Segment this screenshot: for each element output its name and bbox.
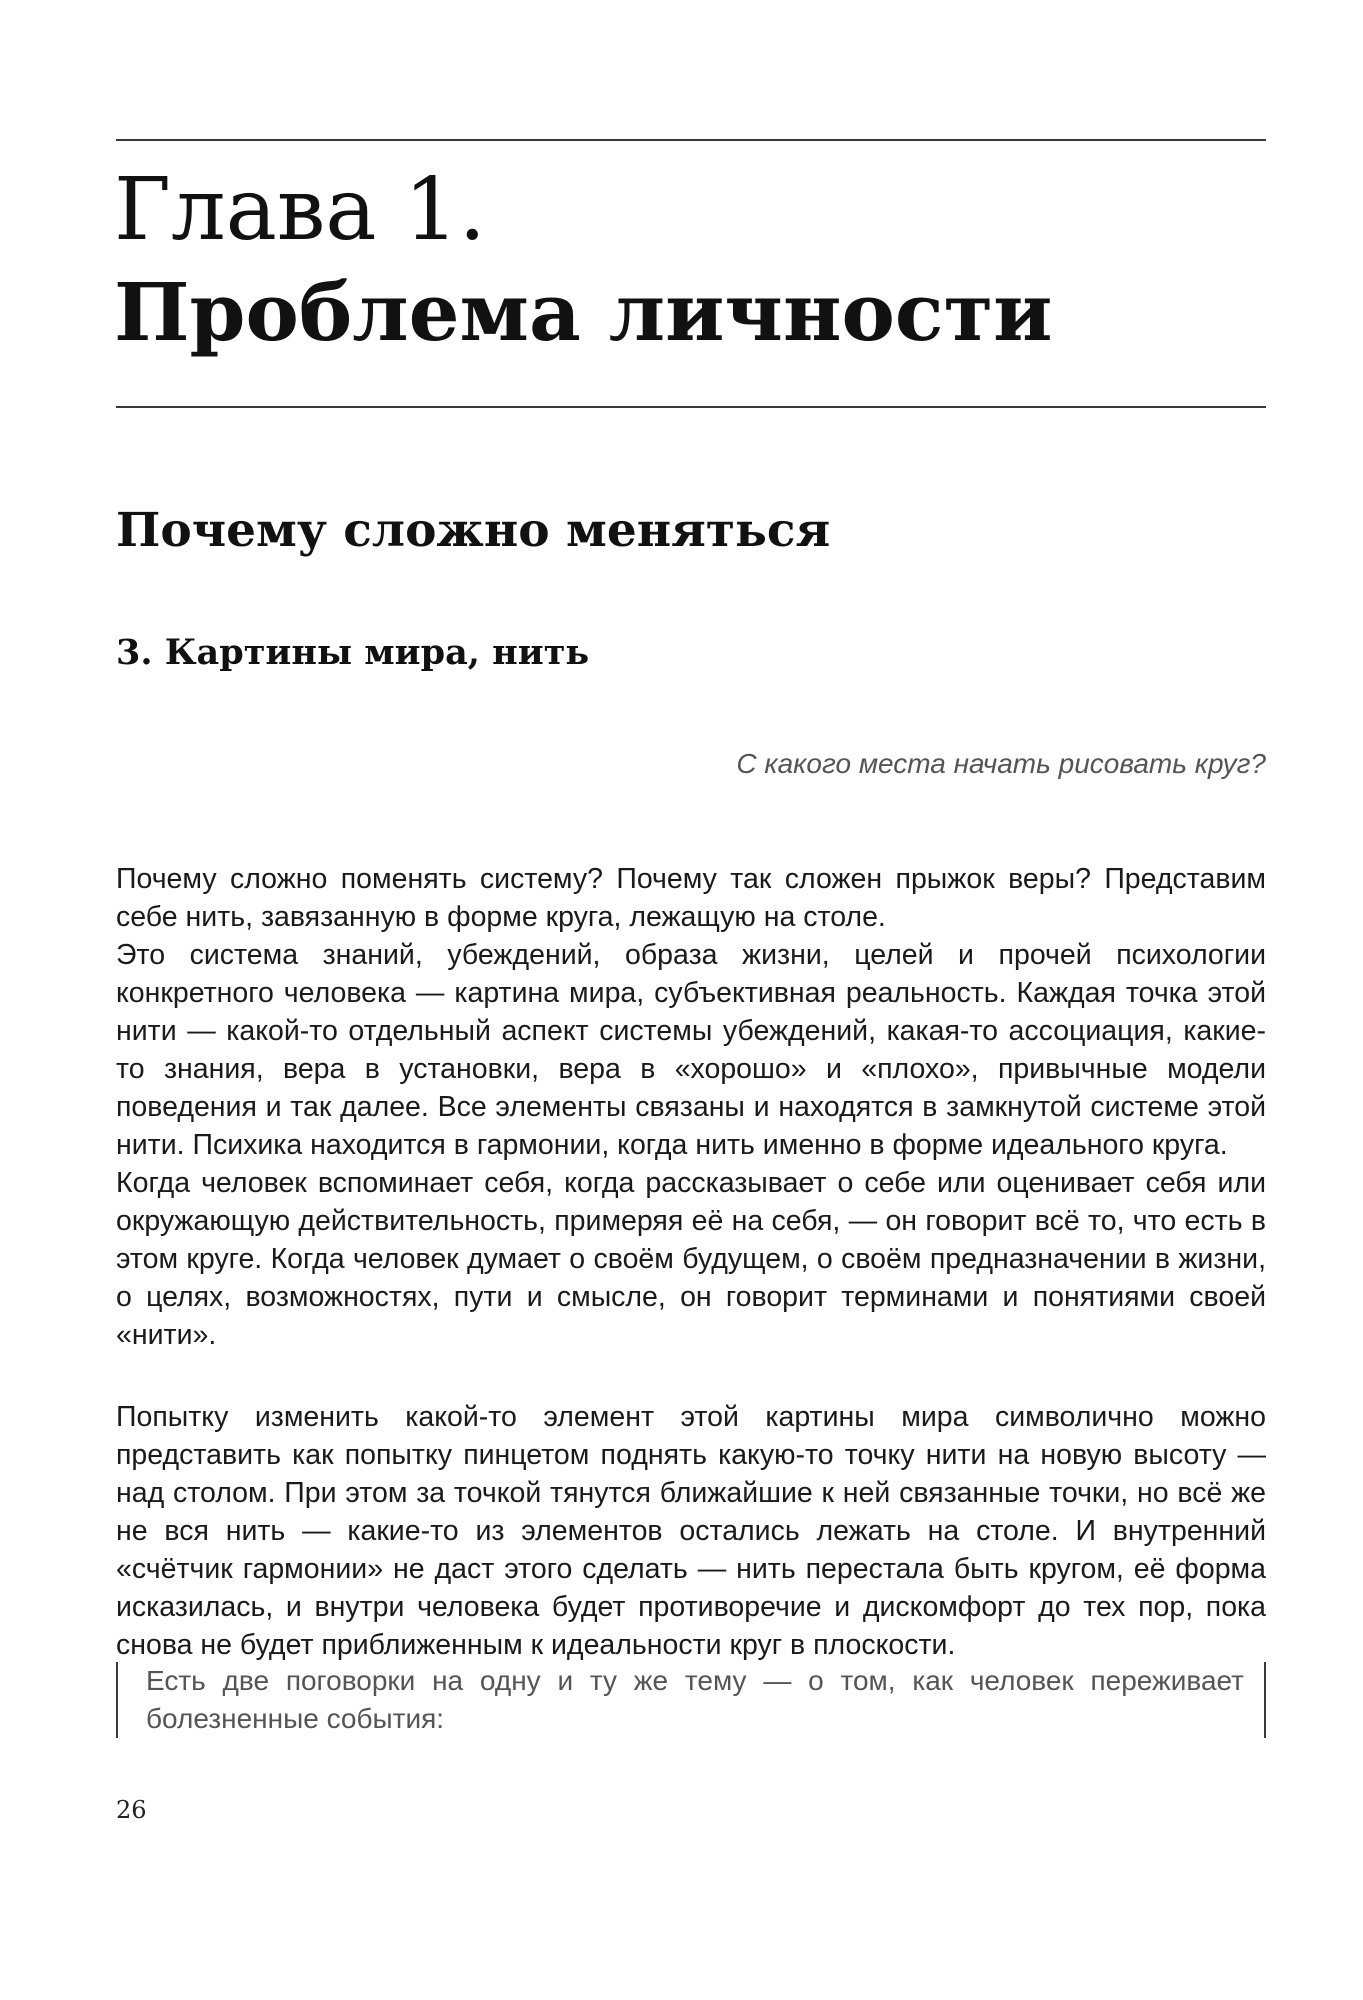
paragraph: Почему сложно поменять систему? Почему так сложен прыжок веры? Представим себе нить, завязанную в форме круга, лежащую на столе. [116,863,1266,933]
callout-box [116,1662,1266,1738]
bottom-rule [116,406,1266,408]
chapter-title: Проблема личности [114,265,1053,359]
subsection-title: 3. Картины мира, нить [116,632,590,673]
body-block-1 [116,860,1266,1354]
section-title: Почему сложно меняться [116,503,831,558]
body-block-2 [116,1398,1266,1664]
top-rule [116,139,1266,141]
callout-text: Есть две поговорки на одну и ту же тему — о том, как человек переживает болезненные события: [146,1665,1244,1734]
chapter-number: Глава 1. [114,160,486,260]
epigraph: С какого места начать рисовать круг? [736,748,1266,779]
paragraph: Это система знаний, убеждений, образа жизни, целей и прочей психологии конкретного человека — картина мира, субъективная реальность. Каждая точка этой нити — какой-то отдельный аспект системы убеждений, какая-то ассоциация, какие-то знания, вера в установки, вера в «хорошо» и «плохо», привычные модели поведения и так далее. Все элементы связаны и находятся в замкнутой системе этой нити. Психика находится в гармонии, когда нить именно в форме идеального круга. [116,939,1266,1161]
page-number: 26 [116,1796,147,1824]
paragraph: Когда человек вспоминает себя, когда рассказывает о себе или оценивает себя или окружающую действительность, примеряя её на себя, — он говорит всё то, что есть в этом круге. Когда человек думает о своём будущем, о своём предназначении в жизни, о целях, возможностях, пути и смысле, он говорит терминами и понятиями своей «нити». [116,1167,1266,1351]
paragraph: Попытку изменить какой-то элемент этой картины мира символично можно представить как попытку пинцетом поднять какую-то точку нити на новую высоту — над столом. При этом за точкой тянутся ближайшие к ней связанные точки, но всё же не вся нить — какие-то из элементов остались лежать на столе. И внутренний «счётчик гармонии» не даст этого сделать — нить перестала быть кругом, её форма исказилась, и внутри человека будет противоречие и дискомфорт до тех пор, пока снова не будет приближенным к идеальности круг в плоскости. [116,1401,1266,1661]
